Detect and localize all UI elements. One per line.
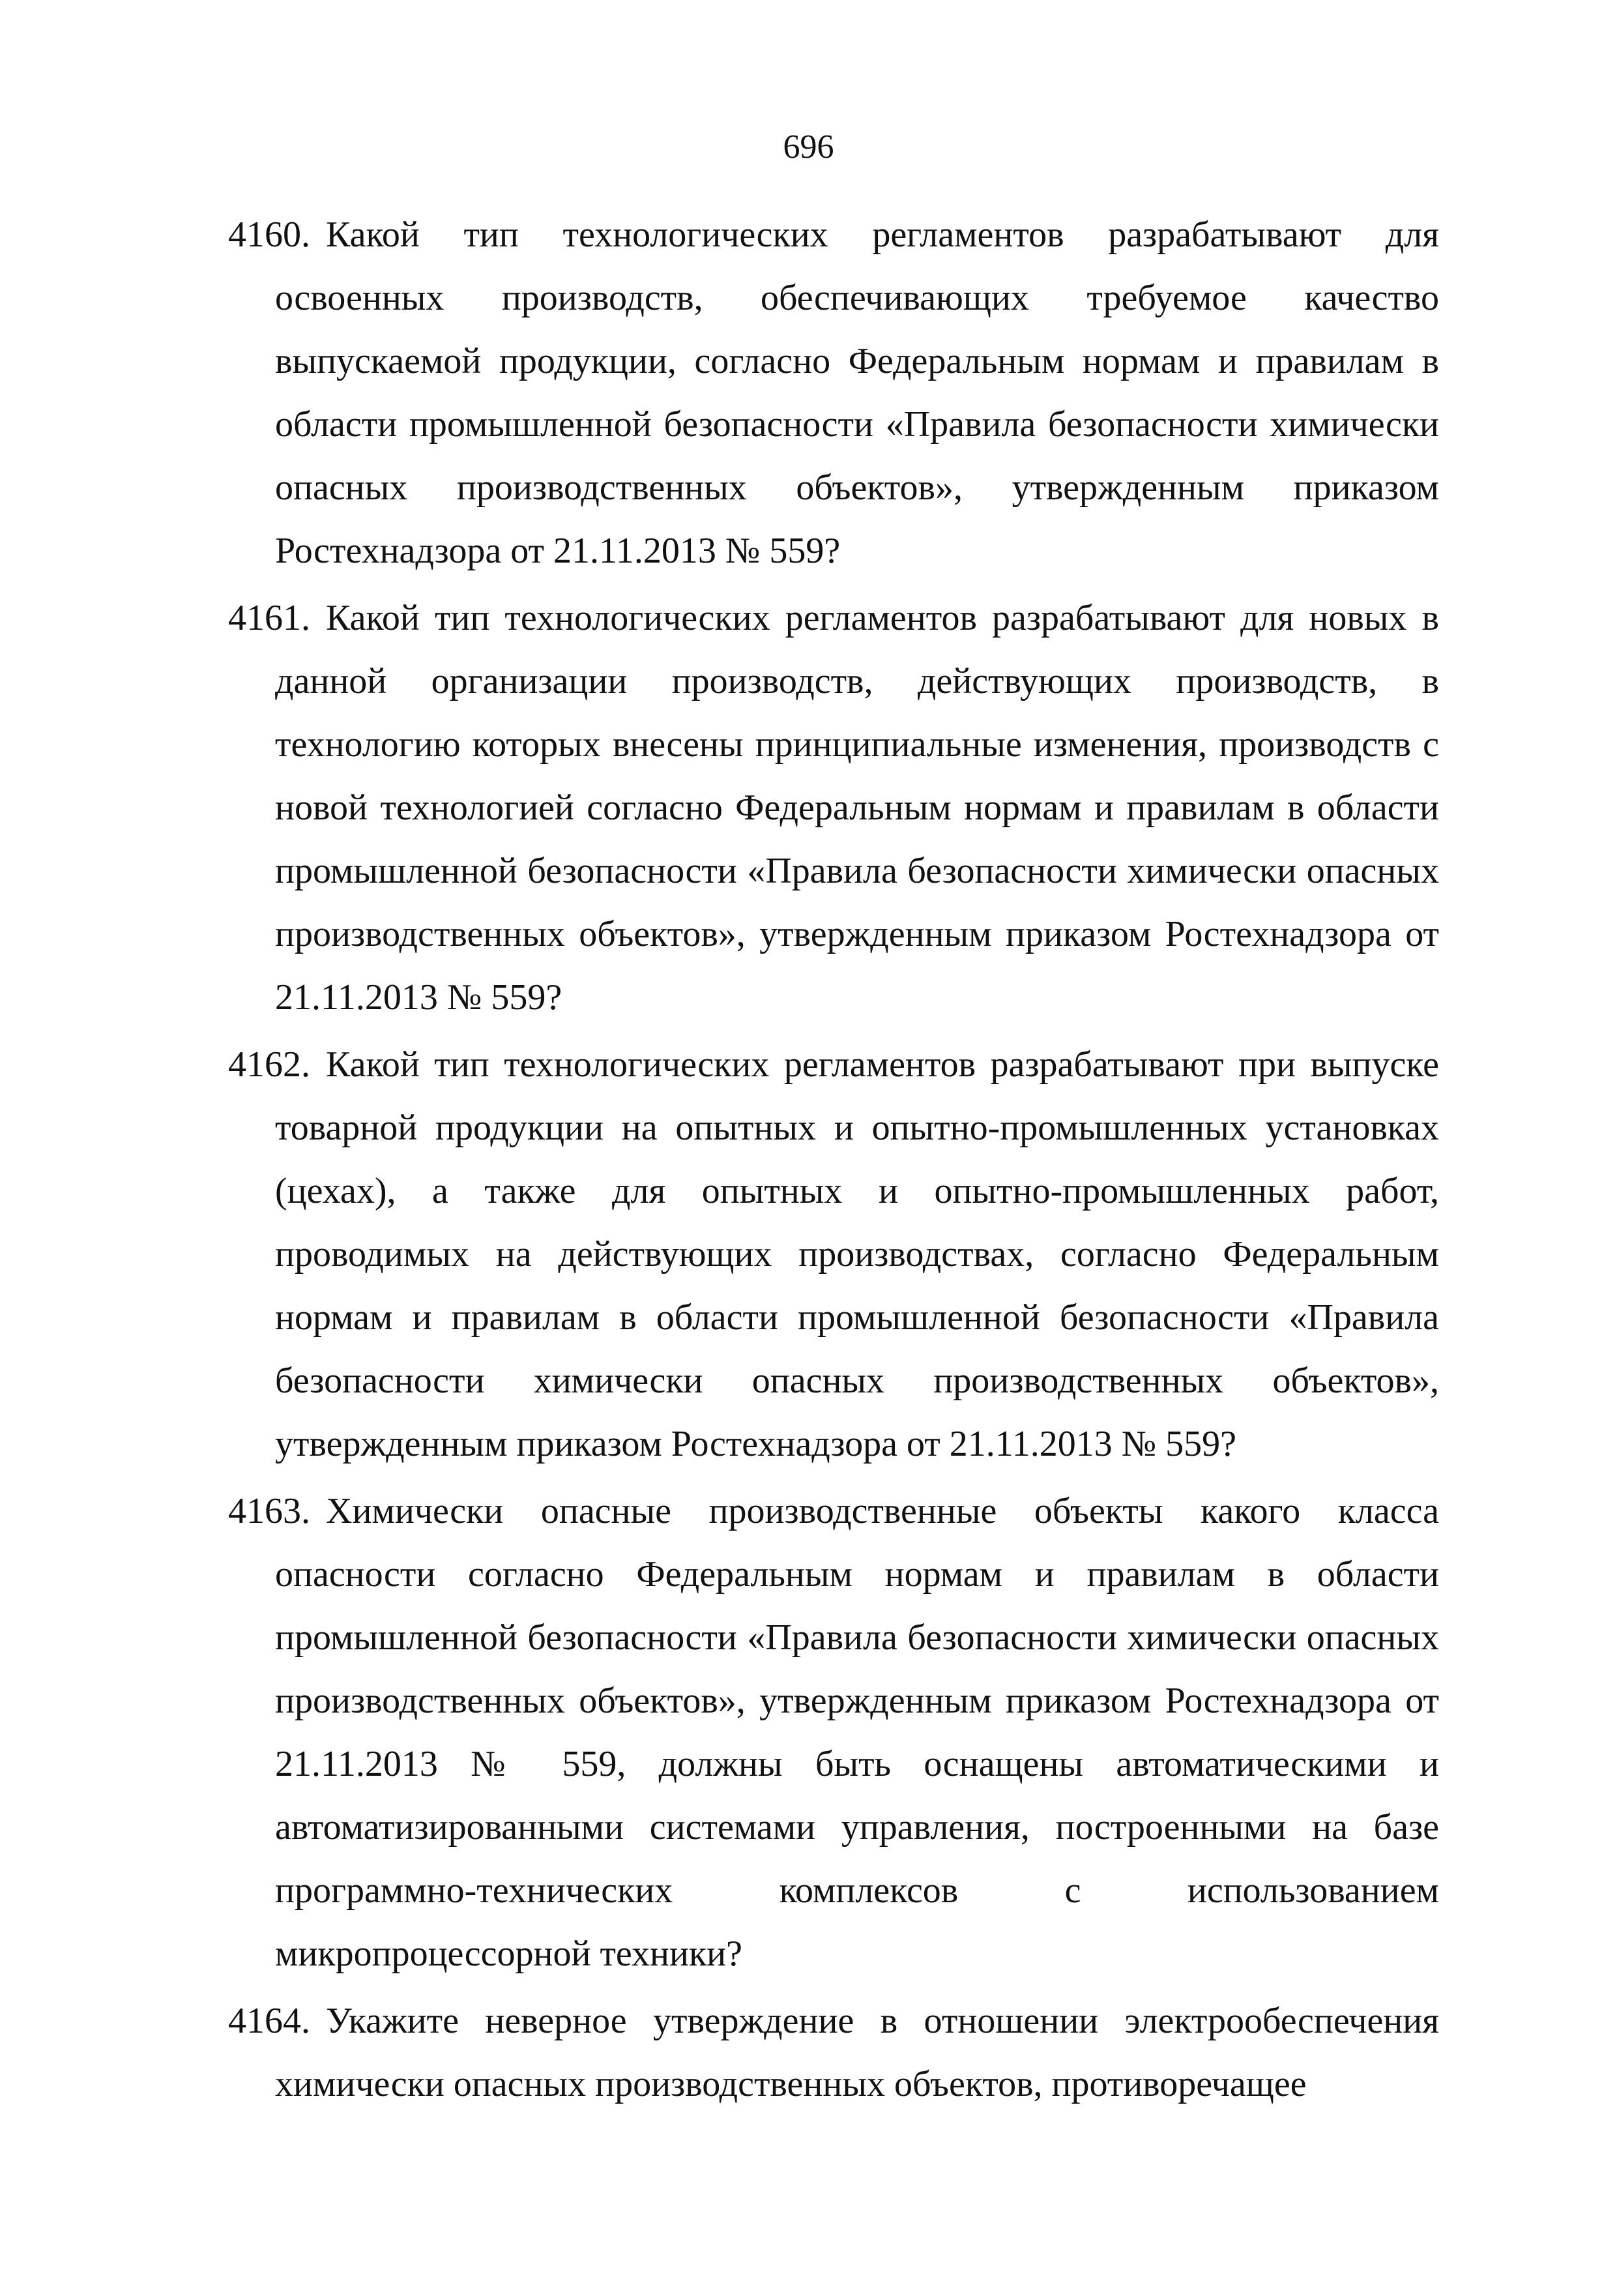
question-4163: [228, 1480, 1439, 1986]
question-list: [228, 203, 1439, 2120]
question-number: 4160.: [228, 214, 310, 255]
question-text: Химически опасные производственные объекты какого класса опасности согласно Федеральным нормам и правилам в области промышленной безопасности «Правила безопасности химически опасных производственных объектов», утвержденным приказом Ростехнадзора от 21.11.2013 № 559, должны быть оснащены автоматическими и автоматизированными системами управления, построенными на базе программно-технических комплексов с использованием микропроцессорной техники?: [275, 1491, 1439, 1974]
question-text: Укажите неверное утверждение в отношении электрообеспечения химически опасных производственных объектов, противоречащее: [275, 2001, 1439, 2104]
question-4161: [228, 587, 1439, 1029]
question-4162: [228, 1033, 1439, 1476]
question-4160: [228, 203, 1439, 583]
question-number: 4161.: [228, 598, 310, 638]
question-text: Какой тип технологических регламентов разрабатывают при выпуске товарной продукции на опытных и опытно-промышленных установках (цехах), а также для опытных и опытно-промышленных работ, проводимых на действующих производствах, согласно Федеральным нормам и правилам в области промышленной безопасности «Правила безопасности химически опасных производственных объектов», утвержденным приказом Ростехнадзора от 21.11.2013 № 559?: [275, 1044, 1439, 1464]
question-4164: [228, 1990, 1439, 2116]
question-text: Какой тип технологических регламентов разрабатывают для новых в данной организации производств, действующих производств, в технологию которых внесены принципиальные изменения, производств с новой технологией согласно Федеральным нормам и правилам в области промышленной безопасности «Правила безопасности химически опасных производственных объектов», утвержденным приказом Ростехнадзора от 21.11.2013 № 559?: [275, 598, 1439, 1018]
question-number: 4162.: [228, 1044, 310, 1085]
page-number: 696: [783, 128, 834, 166]
question-text: Какой тип технологических регламентов разрабатывают для освоенных производств, обеспечивающих требуемое качество выпускаемой продукции, согласно Федеральным нормам и правилам в области промышленной безопасности «Правила безопасности химически опасных производственных объектов», утвержденным приказом Ростехнадзора от 21.11.2013 № 559?: [275, 214, 1439, 571]
question-number: 4164.: [228, 2001, 310, 2041]
question-number: 4163.: [228, 1491, 310, 1531]
